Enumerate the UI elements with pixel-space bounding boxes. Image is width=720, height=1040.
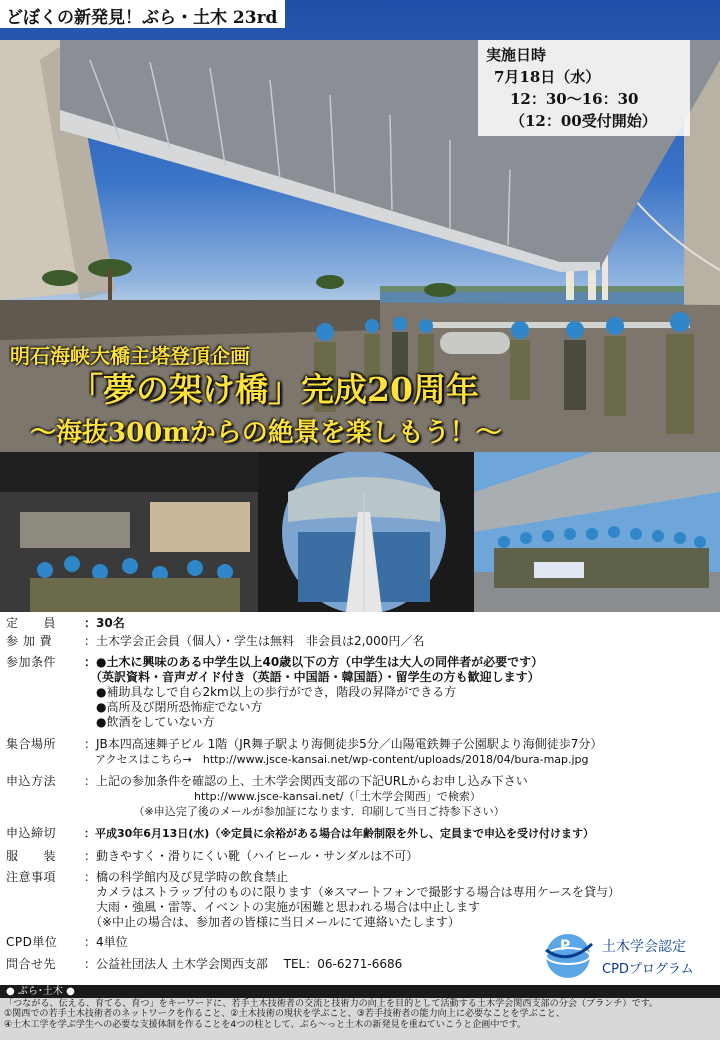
- detail-deadline: [0, 826, 720, 841]
- detail-dress: [0, 849, 720, 864]
- event-time: 12：30～16：30: [510, 90, 639, 108]
- footer-description: [0, 998, 720, 1040]
- footer-line: ①関西での若手土木技術者のネットワークを作ること、②土木技術の現状を学ぶこと、③若手技術者の能力向上に必要なことを学ぶこと、: [4, 1009, 565, 1020]
- detail-value: ：公益社団法人 土木学会関西支部 TEL：06-6271-6686: [84, 957, 403, 971]
- detail-label: 注意事項: [6, 870, 57, 884]
- museum-group-photo: [0, 452, 258, 612]
- detail-label: 申込方法: [6, 774, 57, 788]
- detail-label: CPD単位: [6, 935, 58, 949]
- detail-value: ：平成30年6月13日(水)（※定員に余裕がある場合は年齢制限を外し、定員まで申込を受け付けます）: [84, 827, 595, 840]
- tower-top-group-photo: [474, 452, 720, 612]
- detail-value: ：4単位: [84, 935, 128, 949]
- date-label: 実施日時: [486, 46, 547, 64]
- reception-time: （12：00受付開始）: [510, 112, 657, 130]
- detail-line: ：●土木に興味のある中学生以上40歳以下の方（中学生は大人の同伴者が必要です）: [84, 655, 544, 669]
- hero-photo: [0, 0, 720, 452]
- detail-line: ●飲酒をしていない方: [84, 715, 215, 729]
- event-title: 「夢の架け橋」完成20周年: [70, 370, 479, 409]
- detail-line: ：上記の参加条件を確認の上、土木学会関西支部の下記URLからお申し込み下さい: [84, 774, 528, 788]
- detail-label: 集合場所: [6, 737, 57, 751]
- detail-label: 服 装: [6, 849, 57, 863]
- event-tagline: ～海抜300mからの絶景を楽しもう！～: [30, 418, 502, 448]
- detail-line: （※申込完了後のメールが参加証になります．印刷して当日ご持参下さい）: [84, 805, 505, 818]
- cpd-logo-line1: 土木学会認定: [602, 939, 686, 955]
- detail-line: カメラはストラップ付のものに限ります（※スマートフォンで撮影する場合は専用ケースを貸与）: [84, 885, 621, 899]
- detail-line: 大雨・強風・雷等、イベントの実施が困難と思われる場合は中止します: [84, 900, 481, 914]
- detail-line: ●補助具なしで自ら2km以上の歩行ができ，階段の昇降ができる方: [84, 685, 457, 699]
- detail-capacity: [0, 616, 720, 631]
- detail-label: 申込締切: [6, 826, 57, 840]
- detail-label: 問合せ先: [6, 957, 57, 971]
- detail-notes: [0, 870, 720, 930]
- detail-line: ：JB本四高速舞子ビル 1階（JR舞子駅より海側徒歩5分／山陽電鉄舞子公園駅より海側徒歩7分）: [84, 737, 603, 751]
- detail-line: ：橋の科学館内及び見学時の飲食禁止: [84, 870, 289, 884]
- detail-value: ：30名: [84, 616, 125, 630]
- cpd-logo-line2: CPDプログラム: [602, 962, 694, 977]
- svg-text:P: P: [560, 938, 571, 954]
- cpd-program-logo: [540, 930, 718, 982]
- detail-line: ●高所及び閉所恐怖症でない方: [84, 700, 263, 714]
- event-subtitle: 明石海峡大橋主塔登頂企画: [10, 344, 250, 368]
- event-date-box: [478, 40, 690, 136]
- telescope-view-photo: [258, 452, 474, 612]
- detail-label: 参加条件: [6, 655, 57, 669]
- detail-value: ：土木学会正会員（個人）・学生は無料 非会員は2,000円／名: [84, 634, 425, 648]
- detail-label: 参 加 費: [6, 634, 53, 648]
- detail-line: （※中止の場合は、参加者の皆様に当日メールにて連絡いたします）: [84, 915, 460, 929]
- footer-line: ④土木工学を学ぶ学生への必要な支援体制を作ることを4つの柱として、ぶら～っと土木の新発見を重ねていこうと企画中です。: [4, 1019, 527, 1030]
- detail-application: [0, 774, 720, 819]
- detail-conditions: [0, 655, 720, 730]
- series-title: どぼくの新発見！ぶら・土木 23rd: [0, 0, 285, 28]
- detail-meeting-place: [0, 737, 720, 767]
- detail-value: ：動きやすく・滑りにくい靴（ハイヒール・サンダルは不可）: [84, 849, 419, 863]
- application-link[interactable]: http://www.jsce-kansai.net/（「土木学会関西」で検索）: [84, 790, 481, 803]
- detail-line: （英訳資料・音声ガイド付き（英語・中国語・韓国語）・留学生の方も歓迎します）: [84, 670, 540, 684]
- event-date: 7月18日（水）: [494, 68, 601, 86]
- globe-icon: [540, 930, 598, 982]
- detail-fee: [0, 634, 720, 649]
- footer-line: 「つながる、伝える、育てる、育つ」をキーワードに、若手土木技術者の交流と技術力の向上を目的として活動する土木学会関西支部の分会（ブランチ）です。: [4, 999, 659, 1009]
- footer-heading: ● ぶら･土木 ●: [0, 985, 720, 998]
- detail-label: 定 員: [6, 616, 57, 630]
- access-link[interactable]: アクセスはこちら→ http://www.jsce-kansai.net/wp-content/uploads/2018/04/bura-map.jpg: [84, 753, 589, 766]
